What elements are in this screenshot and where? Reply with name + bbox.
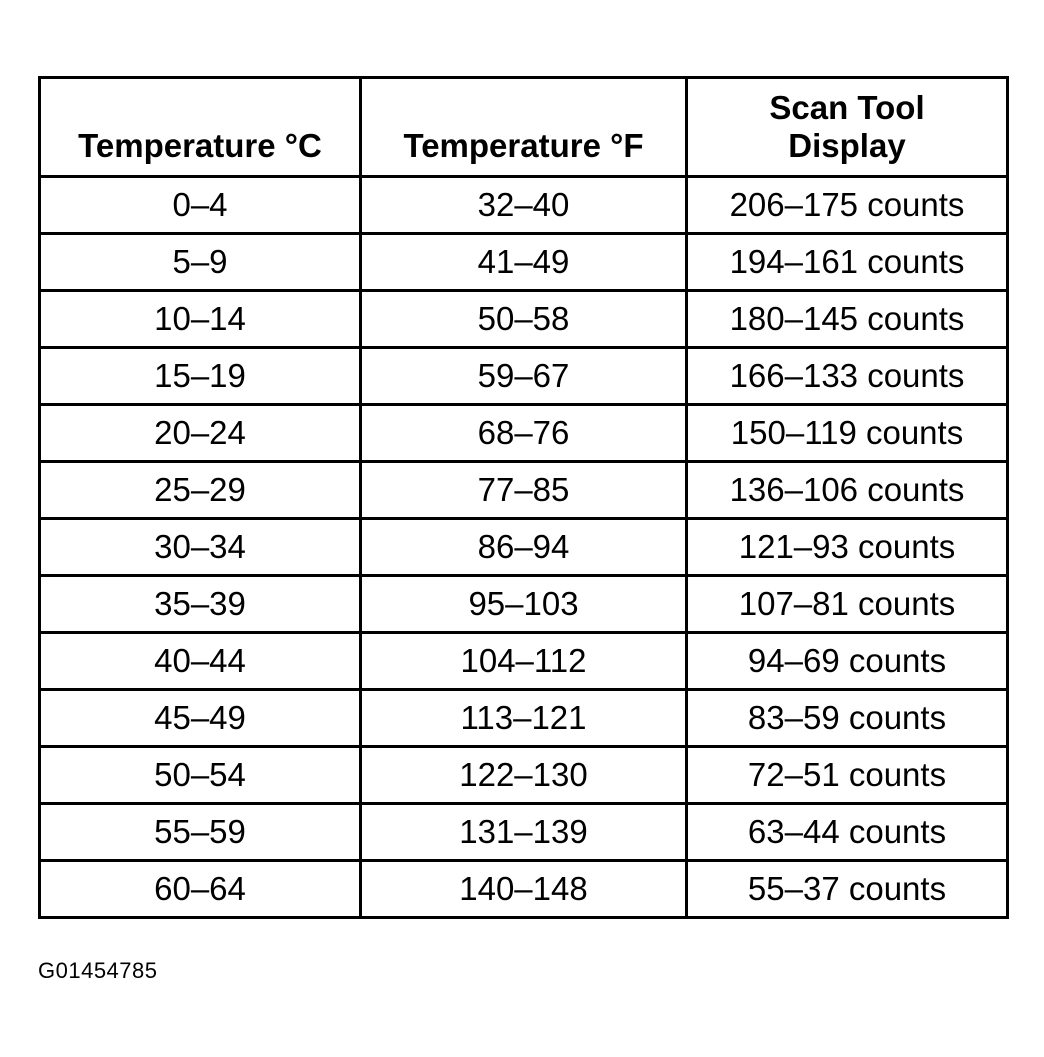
cell-temperature-celsius: 55–59: [40, 804, 361, 861]
cell-scan-tool-display: 180–145 counts: [687, 291, 1008, 348]
cell-temperature-celsius: 60–64: [40, 861, 361, 918]
cell-temperature-celsius: 30–34: [40, 519, 361, 576]
cell-temperature-fahrenheit: 122–130: [361, 747, 687, 804]
cell-temperature-celsius: 35–39: [40, 576, 361, 633]
cell-temperature-celsius: 0–4: [40, 177, 361, 234]
cell-temperature-celsius: 25–29: [40, 462, 361, 519]
cell-temperature-celsius: 40–44: [40, 633, 361, 690]
cell-temperature-fahrenheit: 68–76: [361, 405, 687, 462]
cell-scan-tool-display: 63–44 counts: [687, 804, 1008, 861]
table-row: [40, 519, 1008, 576]
cell-temperature-fahrenheit: 41–49: [361, 234, 687, 291]
cell-temperature-fahrenheit: 95–103: [361, 576, 687, 633]
cell-scan-tool-display: 83–59 counts: [687, 690, 1008, 747]
cell-scan-tool-display: 206–175 counts: [687, 177, 1008, 234]
temperature-scan-table: [38, 76, 1009, 919]
cell-scan-tool-display: 107–81 counts: [687, 576, 1008, 633]
cell-temperature-celsius: 15–19: [40, 348, 361, 405]
table-row: [40, 405, 1008, 462]
cell-temperature-fahrenheit: 77–85: [361, 462, 687, 519]
cell-temperature-celsius: 45–49: [40, 690, 361, 747]
cell-scan-tool-display: 55–37 counts: [687, 861, 1008, 918]
table-row: [40, 633, 1008, 690]
table-row: [40, 576, 1008, 633]
table-row: [40, 804, 1008, 861]
cell-temperature-fahrenheit: 86–94: [361, 519, 687, 576]
cell-scan-tool-display: 136–106 counts: [687, 462, 1008, 519]
cell-temperature-celsius: 10–14: [40, 291, 361, 348]
cell-scan-tool-display: 72–51 counts: [687, 747, 1008, 804]
header-temperature-celsius: Temperature °C: [40, 78, 361, 177]
cell-temperature-fahrenheit: 140–148: [361, 861, 687, 918]
table-row: [40, 690, 1008, 747]
cell-scan-tool-display: 121–93 counts: [687, 519, 1008, 576]
table-body: [40, 177, 1008, 918]
table-row: [40, 291, 1008, 348]
table-row: [40, 348, 1008, 405]
cell-temperature-fahrenheit: 113–121: [361, 690, 687, 747]
cell-temperature-fahrenheit: 104–112: [361, 633, 687, 690]
header-temperature-fahrenheit: Temperature °F: [361, 78, 687, 177]
cell-temperature-fahrenheit: 50–58: [361, 291, 687, 348]
table-row: [40, 747, 1008, 804]
cell-temperature-fahrenheit: 32–40: [361, 177, 687, 234]
table-row: [40, 462, 1008, 519]
cell-scan-tool-display: 94–69 counts: [687, 633, 1008, 690]
table-row: [40, 861, 1008, 918]
table-row: [40, 234, 1008, 291]
cell-scan-tool-display: 150–119 counts: [687, 405, 1008, 462]
figure-id-label: G01454785: [38, 958, 158, 983]
cell-temperature-celsius: 5–9: [40, 234, 361, 291]
header-scan-line-2: Display: [788, 127, 906, 164]
table-header-row: [40, 78, 1008, 177]
cell-temperature-celsius: 20–24: [40, 405, 361, 462]
table-row: [40, 177, 1008, 234]
cell-temperature-fahrenheit: 131–139: [361, 804, 687, 861]
cell-scan-tool-display: 166–133 counts: [687, 348, 1008, 405]
header-scan-tool-display: [687, 78, 1008, 177]
header-scan-line-1: Scan Tool: [769, 89, 925, 126]
cell-temperature-celsius: 50–54: [40, 747, 361, 804]
cell-temperature-fahrenheit: 59–67: [361, 348, 687, 405]
cell-scan-tool-display: 194–161 counts: [687, 234, 1008, 291]
